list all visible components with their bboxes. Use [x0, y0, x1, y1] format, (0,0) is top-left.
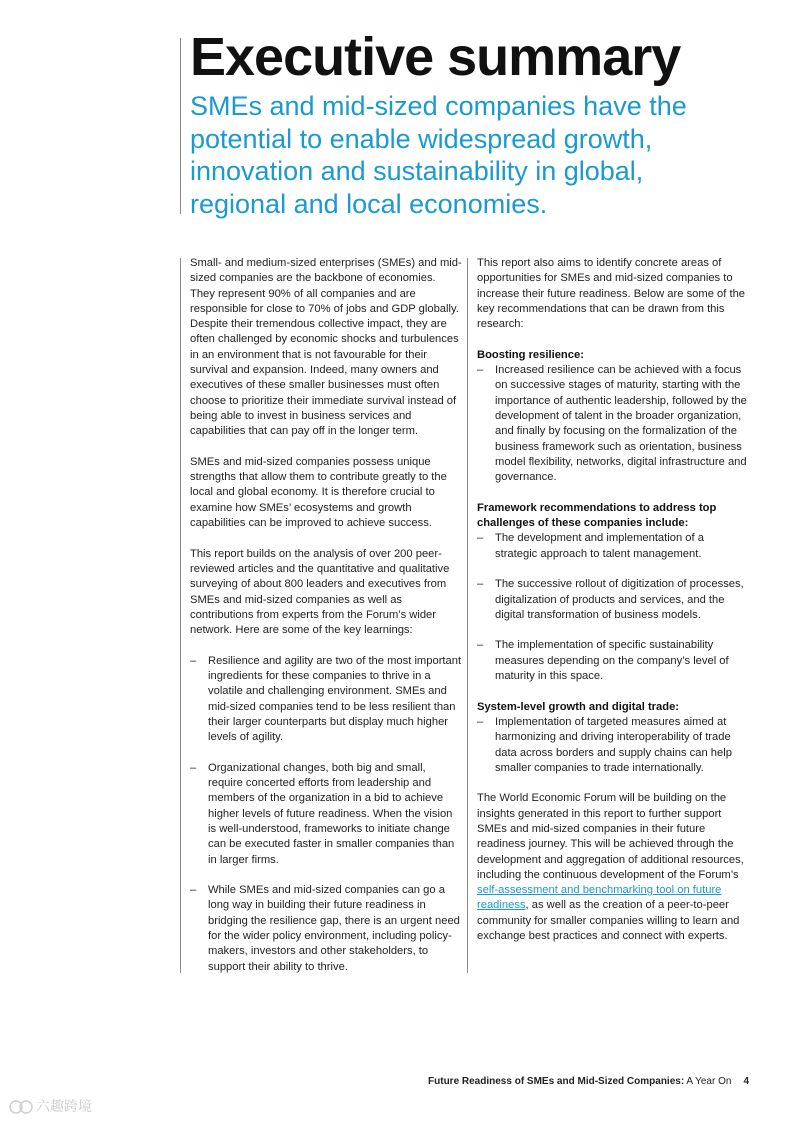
list-item [190, 761, 462, 868]
self-assessment-tool-link[interactable]: self-assessment and benchmarking tool on future readiness [477, 884, 722, 912]
resilience-list [477, 363, 749, 485]
left-column [190, 256, 462, 990]
dash-bullet: – [190, 761, 197, 774]
dash-bullet: – [477, 364, 484, 377]
research-paragraph: This report builds on the analysis of over 200 peer-reviewed articles and the quantitative and qualitative surveying of about 800 leaders and executives from SMEs and mid-sized companies as well as contributions from experts from the Forum’s wider network. Here are some of the key learnings: [190, 547, 450, 637]
watermark-text: 六趣跨境 [36, 1098, 92, 1114]
list-item [190, 883, 462, 975]
list-item-text: The implementation of specific sustainability measures depending on the company’s level of maturity in this space. [495, 639, 729, 683]
list-item-text: The development and implementation of a strategic approach to talent management. [495, 532, 704, 560]
list-item [477, 577, 749, 623]
left-column-rule [180, 258, 181, 973]
dash-bullet: – [190, 884, 197, 897]
footer-report-title: Future Readiness of SMEs and Mid-Sized Companies: [428, 1076, 685, 1087]
trade-list [477, 715, 749, 776]
resilience-heading: Boosting resilience: [477, 348, 584, 361]
page-subtitle: SMEs and mid-sized companies have the potential to enable widespread growth, innovation and sustainability in global, regional and local economies. [190, 91, 687, 219]
intro-paragraph: Small- and medium-sized enterprises (SMEs) and mid-sized companies are the backbone of economies. They represent 90% of all companies and are responsible for close to 70% of jobs and GDP globally. Despite their tremendous collective impact, they are often challenged by economic shocks and turbulences in an environment that is not favourable for their survival and expansion. Indeed, many owners and executives of these smaller businesses must often choose to prioritize their immediate survival instead of being able to invest in business services and capabilities that can pay off in the longer term. [190, 257, 462, 438]
dash-bullet: – [477, 639, 484, 652]
list-item [477, 363, 749, 485]
watermark-logo [8, 1096, 92, 1116]
framework-list [477, 531, 749, 684]
right-column-rule [467, 258, 468, 973]
list-item-text: The successive rollout of digitization of processes, digitalization of products and services, and the digital transformation of business models. [495, 578, 744, 621]
trade-heading: System-level growth and digital trade: [477, 700, 680, 713]
right-column [477, 256, 749, 960]
page-footer [428, 1076, 749, 1087]
closing-text-start: The World Economic Forum will be building on the insights generated in this report to further support SMEs and mid-sized companies in their future readiness journey. This will be achieved through the development and aggregation of additional resources, including the continuous development of the Forum’s [477, 792, 744, 881]
dash-bullet: – [477, 715, 484, 728]
title-rule [180, 38, 181, 214]
strengths-paragraph: SMEs and mid-sized companies possess unique strengths that allow them to contribute greatly to the local and global economy. It is therefore crucial to examine how SMEs’ ecosystems and growth capabilities can be improved to achieve success. [190, 455, 447, 530]
list-item [477, 715, 749, 776]
list-item-text: Increased resilience can be achieved with a focus on successive stages of maturity, starting with the importance of authentic leadership, followed by the development of talent in the broader organization, and finally by focusing on the formalization of the business framework such as orientation, business model flexibility, networks, digital infrastructure and governance. [495, 364, 747, 484]
framework-heading: Framework recommendations to address top challenges of these companies include: [477, 501, 717, 530]
recommendations-intro: This report also aims to identify concrete areas of opportunities for SMEs and mid-sized companies to increase their future readiness. Below are some of the key recommendations that can be drawn from this research: [477, 257, 746, 331]
page-title: Executive summary [190, 27, 681, 87]
watermark-icon [8, 1099, 36, 1115]
list-item-text: Implementation of targeted measures aimed at harmonizing and driving interoperability of trade data across borders and supply chains can help smaller companies to trade internationally. [495, 715, 732, 774]
list-item-text: While SMEs and mid-sized companies can go a long way in building their future readiness in bridging the resilience gap, there is an urgent need for the wider policy environment, including policy-makers, investors and other stakeholders, to support their ability to thrive. [208, 884, 460, 973]
key-learnings-list [190, 654, 462, 975]
footer-report-subtitle: A Year On [684, 1076, 732, 1087]
list-item [477, 531, 749, 562]
dash-bullet: – [477, 578, 484, 591]
list-item-text: Organizational changes, both big and small, require concerted efforts from leadership and members of the organization in a bid to achieve higher levels of future readiness. When the vision is well-understood, frameworks to initiate change can be executed faster in smaller companies than in larger firms. [208, 761, 455, 866]
dash-bullet: – [477, 532, 484, 545]
list-item-text: Resilience and agility are two of the most important ingredients for these companies to thrive in a volatile and challenging environment. SMEs and mid-sized companies tend to be less resilient than their larger counterparts but display much higher levels of agility. [208, 654, 462, 744]
list-item [477, 638, 749, 684]
closing-paragraph [477, 791, 749, 944]
list-item [190, 654, 462, 746]
page-number: 4 [743, 1076, 749, 1087]
dash-bullet: – [190, 654, 197, 667]
closing-text-end: , as well as the creation of a peer-to-peer community for smaller companies willing to learn and exchange best practices and connect with experts. [477, 899, 740, 943]
